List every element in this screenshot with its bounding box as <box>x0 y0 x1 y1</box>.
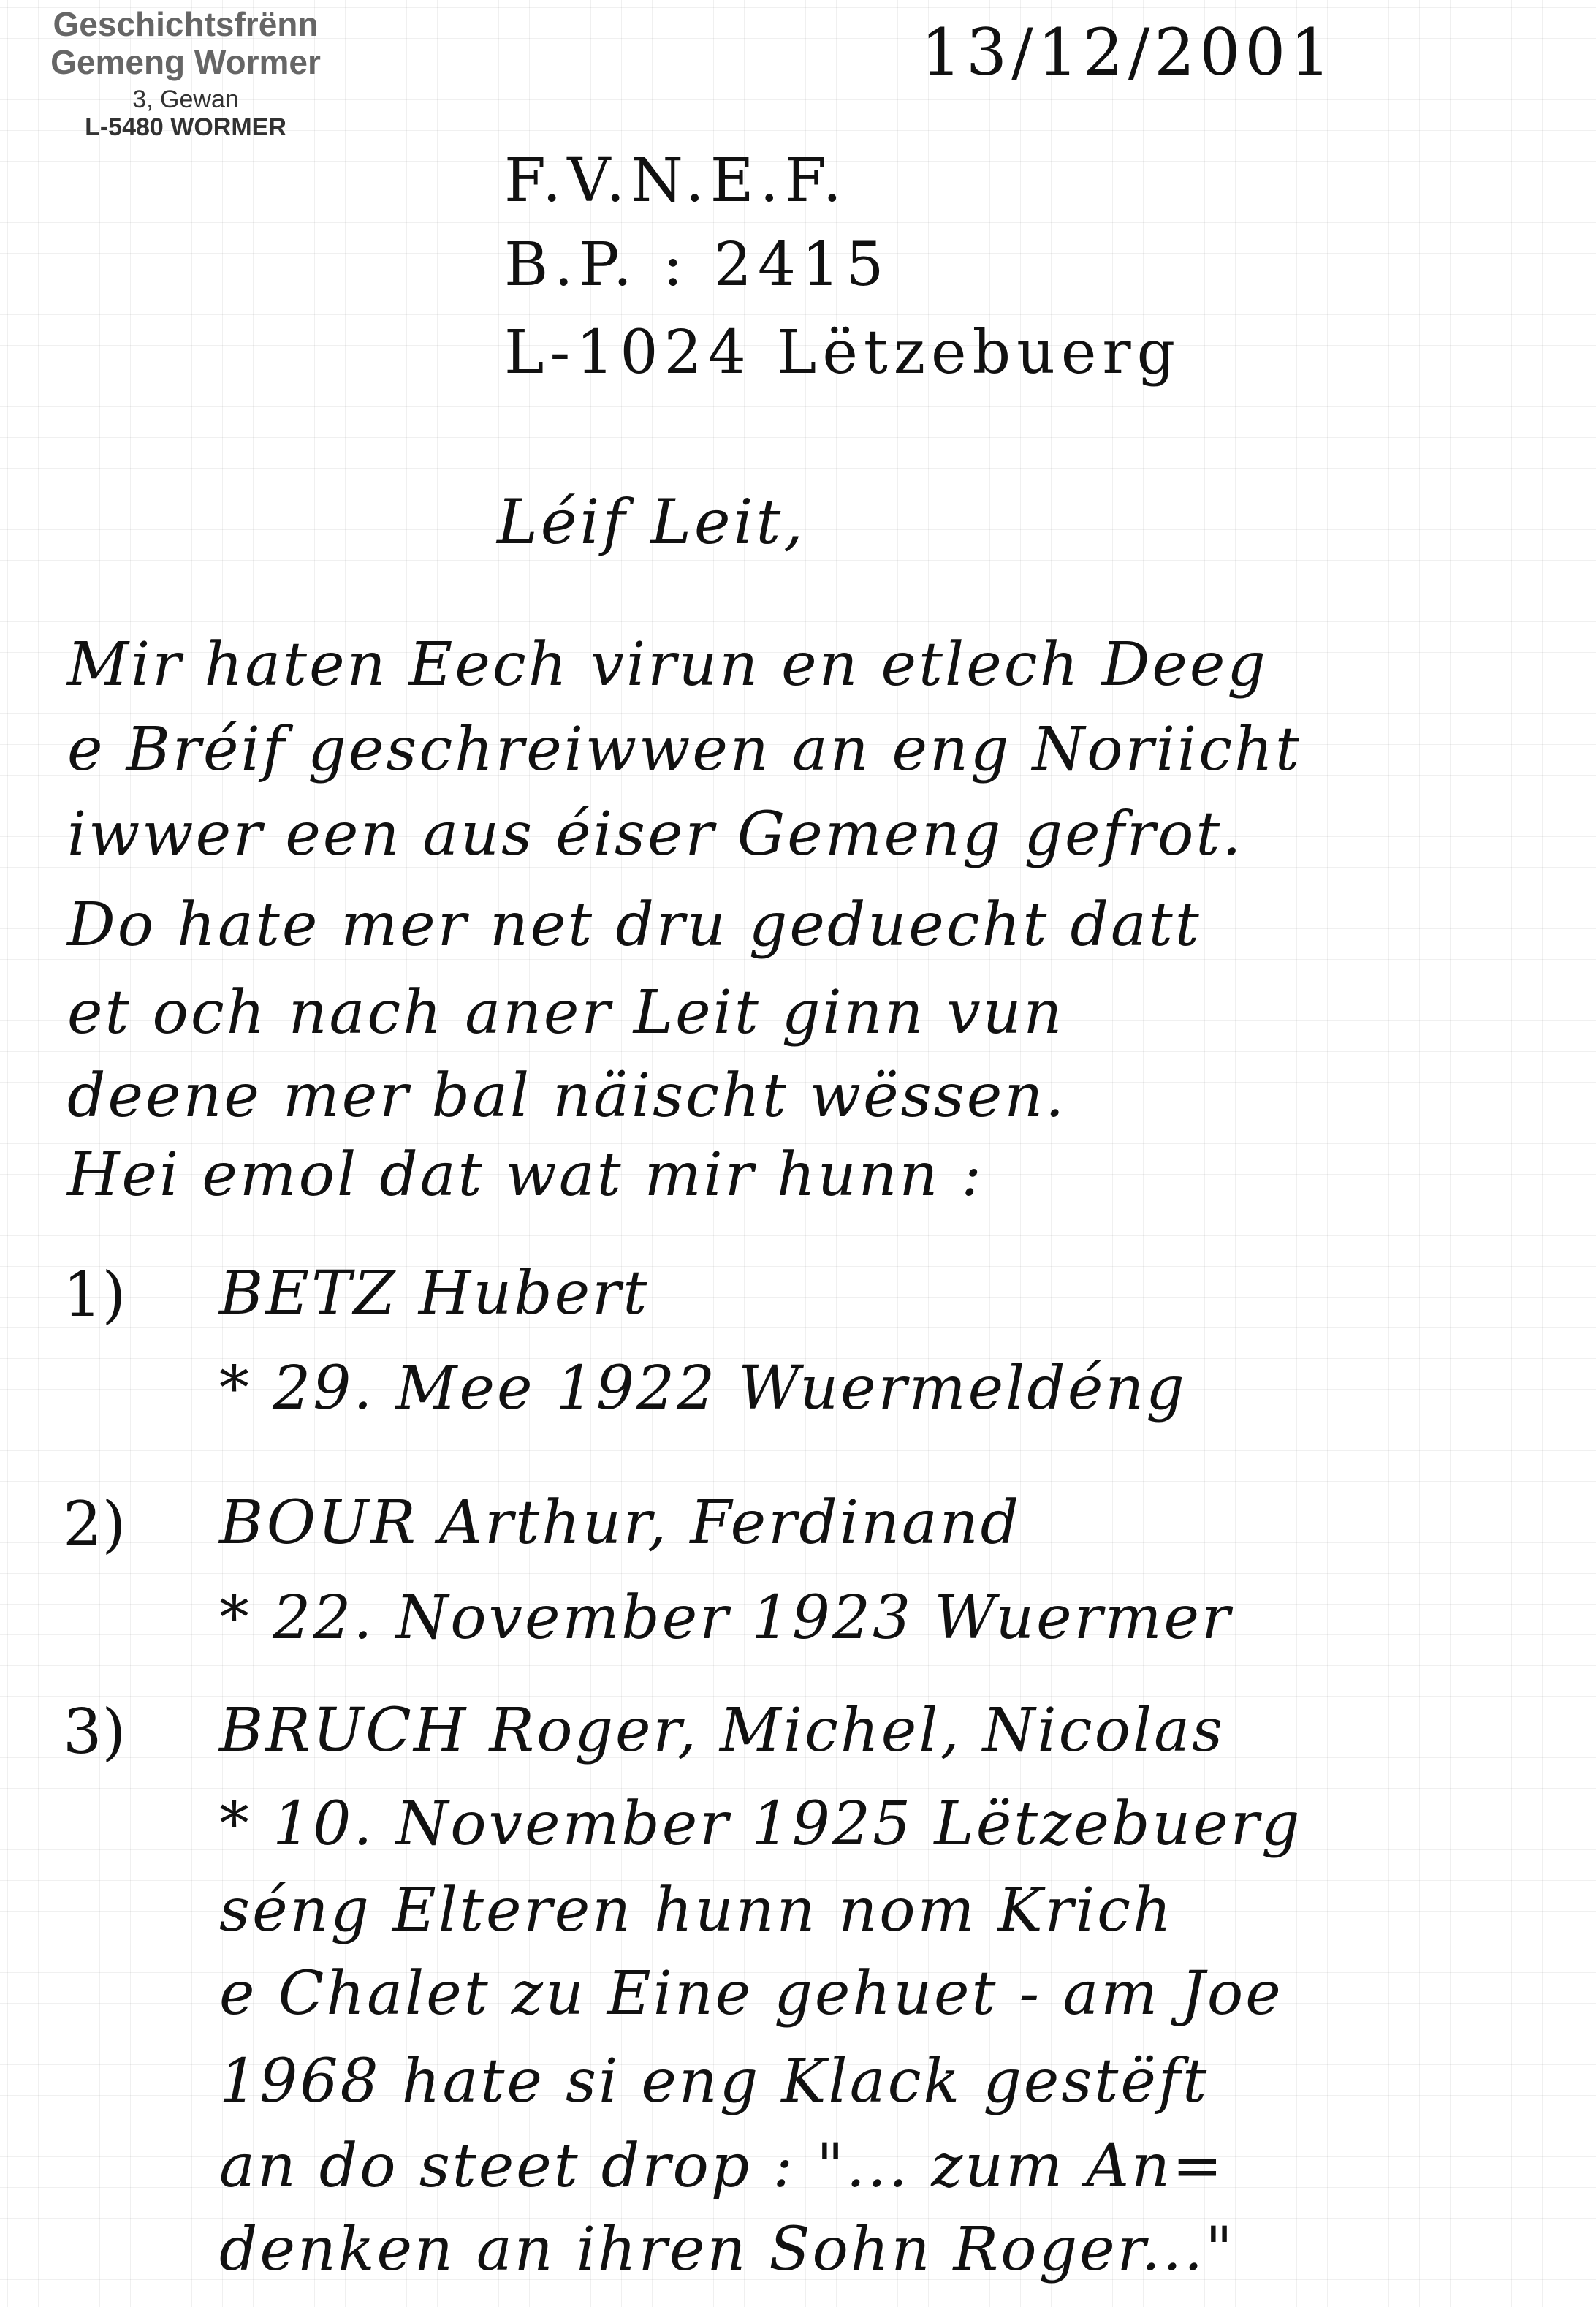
entry-number: 3) <box>63 1696 126 1768</box>
letter-date: 13/12/2001 <box>921 15 1336 90</box>
stamp-org-line-1: Geschichtsfrënn <box>53 5 319 43</box>
entry-detail-line: denken an ihren Sohn Roger..." <box>219 2215 1235 2284</box>
entry-detail-line: * 22. November 1923 Wuermer <box>219 1583 1233 1653</box>
body-line: Do hate mer net dru geduecht datt <box>67 890 1201 960</box>
recipient-city: L-1024 Lëtzebuerg <box>504 318 1182 387</box>
entry-name: BRUCH Roger, Michel, Nicolas <box>219 1696 1226 1765</box>
entry-detail-line: * 29. Mee 1922 Wuermeldéng <box>219 1354 1187 1423</box>
entry-detail-line: e Chalet zu Eine gehuet - am Joe <box>219 1959 1283 2028</box>
salutation: Léif Leit, <box>497 486 806 558</box>
recipient-name: F.V.N.E.F. <box>504 146 848 216</box>
body-line: iwwer een aus éiser Gemeng gefrot. <box>67 800 1244 869</box>
body-line: Hei emol dat wat mir hunn : <box>67 1140 984 1210</box>
entry-number: 2) <box>63 1488 126 1560</box>
body-line: Mir haten Eech virun en etlech Deeg <box>67 630 1268 700</box>
entry-detail-line: 1968 hate si eng Klack gestëft <box>219 2047 1209 2116</box>
stamp-postcode-city: L-5480 WORMER <box>85 113 286 142</box>
entry-name: BOUR Arthur, Ferdinand <box>219 1488 1022 1558</box>
sender-stamp <box>10 6 361 141</box>
stamp-street: 3, Gewan <box>132 86 239 114</box>
stamp-org-line-2: Gemeng Wormer <box>50 42 321 81</box>
entry-name: BETZ Hubert <box>219 1259 650 1328</box>
body-line: e Bréif geschreiwwen an eng Noriicht <box>67 715 1302 784</box>
entry-detail-line: séng Elteren hunn nom Krich <box>219 1876 1174 1945</box>
body-line: deene mer bal näischt wëssen. <box>67 1061 1067 1131</box>
recipient-po-box: B.P. : 2415 <box>504 230 890 300</box>
entry-detail-line: an do steet drop : "... zum An= <box>219 2132 1225 2201</box>
entry-detail-line: * 10. November 1925 Lëtzebuerg <box>219 1789 1302 1859</box>
entry-number: 1) <box>63 1259 126 1330</box>
body-line: et och nach aner Leit ginn vun <box>67 978 1065 1048</box>
